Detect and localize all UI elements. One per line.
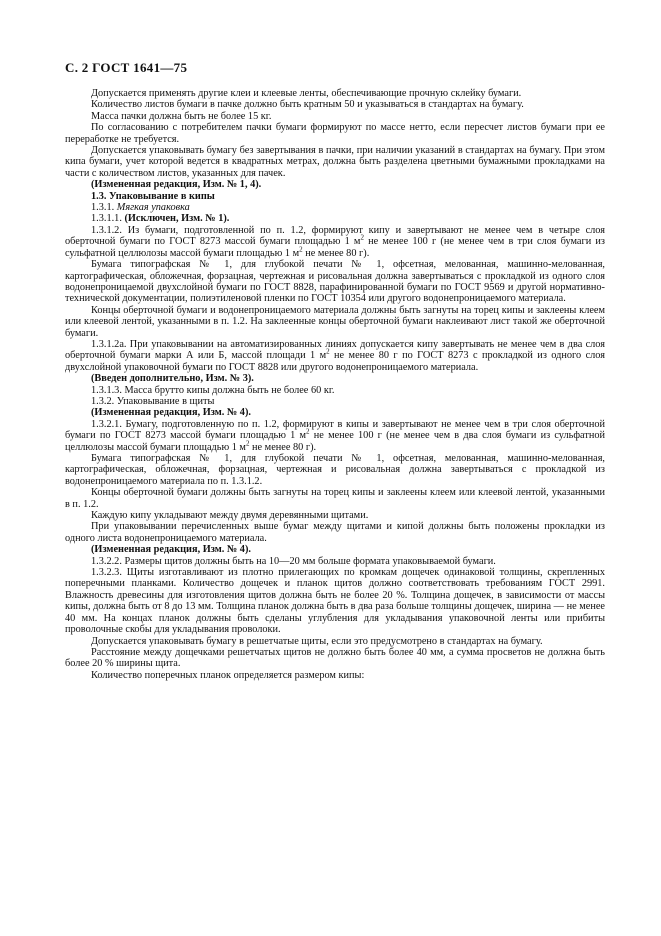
text-run: не менее 80 г).	[302, 247, 370, 259]
paragraph: (Измененная редакция, Изм. № 4).	[91, 407, 251, 419]
superscript: 2	[326, 347, 330, 356]
paragraph: 1.3.2.3. Щиты изготавливают из плотно прилегающих по кромкам дощечек одинаковой толщины, скрепленных поперечными планками. Количество дощечек и планок щитов должно соответствовать требованиям ГОСТ 2991. Влажность древесины для изготовления щитов должна быть не более 20 %. Толщина дощечек, в зависимости от массы кипы, должна быть от 8 до 13 мм. Толщина планок должна быть в два раза больше толщины дощечек, ширина — не менее 40 мм. На концах планок должны быть сделаны углубления для укладывания упаковочной ленты или прибиты проволочные скобы для укладывания проволоки.	[65, 567, 605, 636]
superscript: 2	[360, 233, 364, 242]
text-run: 1.3.1.2а. При упаковывании на автоматизированных линиях допускается кипу завертывать не менее чем в два слоя оберточной бумаги марки А или Б, массой площади 1 м	[65, 338, 605, 362]
paragraph: (Измененная редакция, Изм. № 4).	[91, 544, 251, 556]
paragraph: 1.3. Упаковывание в кипы	[91, 190, 215, 202]
text-run: 1.3.1.	[91, 202, 117, 214]
paragraph	[65, 339, 605, 373]
superscript: 2	[245, 439, 250, 448]
paragraph: Масса пачки должна быть не более 15 кг.	[91, 110, 272, 122]
text-run: 1.3.1.1.	[91, 213, 125, 225]
paragraph: Расстояние между дощечками решетчатых щитов не должно быть более 40 мм, а сумма просветов не должна быть более 20 % ширины щита.	[65, 646, 605, 670]
paragraph: 1.3.2. Упаковывание в щиты	[91, 395, 215, 407]
paragraph: Допускается применять другие клеи и клеевые ленты, обеспечивающие прочную склейку бумаги.	[91, 88, 522, 99]
paragraph: 1.3.1.3. Масса брутто кипы должна быть не более 60 кг.	[91, 384, 335, 396]
superscript: 2	[306, 427, 310, 436]
paragraph	[65, 213, 605, 224]
paragraph: Бумага типографская № 1, для глубокой печати № 1, офсетная, мелованная, машинно-мелованная, картографическая, обложечная, форзацная, чертежная и рисовальная должна завертываться с прокладкой из водонепроницаемого материала по п. 1.3.1.2.	[65, 453, 605, 487]
text-run: не менее 80 г).	[249, 441, 317, 453]
paragraph: Концы оберточной бумаги должны быть загнуты на торец кипы и заклеены клеем или клеевой лентой, указанными в п. 1.2.	[65, 487, 605, 510]
paragraph	[65, 419, 605, 453]
document-body	[65, 88, 605, 681]
document-page	[65, 60, 605, 681]
text-run: не менее 100 г (не менее чем в два слоя бумаги из сульфатной целлюлозы массой бумаги площадью 1 м	[65, 430, 605, 453]
text-run: 1.3.2.1. Бумагу, подготовленную по п. 1.2, формируют в кипы и завертывают не менее чем в три слоя оберточной бумаги по ГОСТ 8273 массой бумаги площадью 1 м	[65, 418, 605, 442]
page-header: С. 2 ГОСТ 1641—75	[65, 60, 188, 75]
text-run: Мягкая упаковка	[116, 202, 190, 214]
text-run: не менее 100 г (не менее чем в три слоя бумаги из сульфатной целлюлозы массой бумаги площадью 1 м	[65, 236, 605, 259]
text-run: 1.3.1.2. Из бумаги, подготовленной по п. 1.2, формируют кипу и завертывают не менее чем в четыре слоя оберточной бумаги по ГОСТ 8273 массой бумаги площадью 1 м	[65, 224, 605, 248]
paragraph: Допускается упаковывать бумагу в решетчатые щиты, если это предусмотрено в стандартах на бумагу.	[91, 635, 543, 647]
paragraph	[65, 202, 605, 213]
text-run: не менее 80 г по ГОСТ 8273 с прокладкой из одного слоя двухслойной упаковочной бумаги по ГОСТ 8828 или другого водонепроницаемого материала.	[65, 350, 605, 373]
paragraph: Каждую кипу укладывают между двумя деревянными щитами.	[91, 510, 369, 522]
paragraph: Концы оберточной бумаги и водонепроницаемого материала должны быть загнуты на торец кипы и заклеены клеем или клеевой лентой, указанными в п. 1.2. На заклеенные концы оберточной бумаги наклеивают лист такой же оберточной бумаги.	[65, 304, 605, 339]
paragraph: Допускается упаковывать бумагу без завертывания в пачки, при наличии указаний в стандартах на бумагу. При этом кипа бумаги, учет которой ведется в квадратных метрах, должна быть разделена цветными бумажными прокладками на части с количеством листов, указанных для пачек.	[65, 145, 605, 179]
paragraph: Количество поперечных планок определяется размером кипы:	[91, 669, 365, 681]
paragraph	[65, 225, 605, 259]
text-run: (Исключен, Изм. № 1).	[124, 213, 230, 225]
paragraph: Бумага типографская № 1, для глубокой печати № 1, офсетная, мелованная, машинно-мелованная, картографическая, обложечная, форзацная, чертежная и рисовальная должна завертываться с прокладкой из одного слоя водонепроницаемой двухслойной бумаги по ГОСТ 8828, парафинированной бумаги по ГОСТ 9569 и другой нормативно-технической документации, полиэтиленовой пленки по ГОСТ 10354 или другого водонепроницаемого материала.	[65, 259, 605, 305]
paragraph: По согласованию с потребителем пачки бумаги формируют по массе нетто, если пересчет листов бумаги при ее переработке не требуется.	[65, 122, 605, 145]
paragraph: При упаковывании перечисленных выше бумаг между щитами и кипой должны быть положены прокладки из одного листа водонепроницаемого материала.	[65, 521, 605, 544]
paragraph: 1.3.2.2. Размеры щитов должны быть на 10—20 мм больше формата упаковываемой бумаги.	[91, 555, 496, 567]
paragraph: Количество листов бумаги в пачке должно быть кратным 50 и указываться в стандартах на бумагу.	[91, 99, 524, 111]
paragraph: (Введен дополнительно, Изм. № 3).	[91, 373, 254, 385]
superscript: 2	[299, 245, 303, 254]
paragraph: (Измененная редакция, Изм. № 1, 4).	[91, 179, 262, 191]
